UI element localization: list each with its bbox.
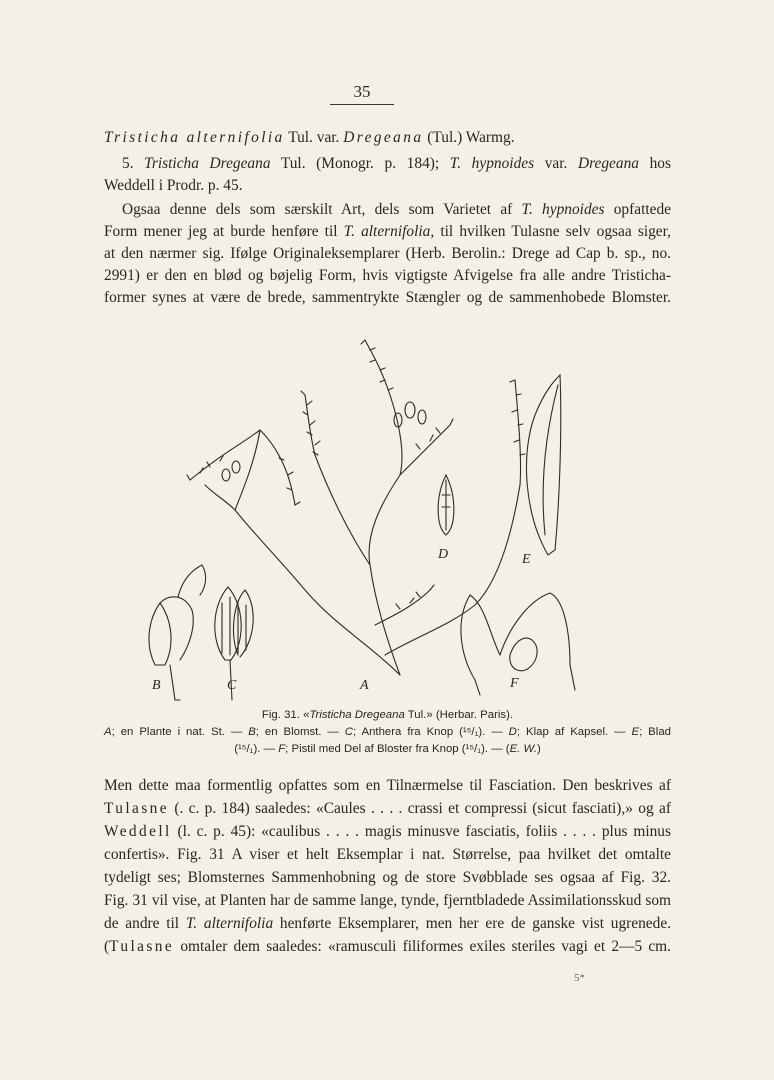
para2-line8 [104,937,671,957]
caption-text: ; Blad [639,726,671,738]
para1-species: T. alternifolia, [343,223,435,240]
plant-stem [365,340,402,475]
para2-text: henførte Eksemplarer, men her ere de ganske vist ugrenede. [273,915,672,932]
para2-species: T. alternifolia [185,915,274,932]
para2-text: (. c. p. 184) saaledes: «Caules . . . . crassi et compressi (sicut fasciati),» og af [168,800,671,817]
botanical-figure [130,335,610,705]
caption-text: ; en Blomst. — [255,726,345,738]
caption-text: ; Anthera fra Knop (¹⁵/₁). — [353,726,509,738]
para1-line5: former synes at være de brede, sammentrykte Stængler og de sammenhobede Blomster. [104,289,671,306]
flower-B [149,603,171,665]
caption-text: ; Pistil med Del af Bloster fra Knop (¹⁵/₁). — ( [285,743,510,755]
plant-stem [305,395,370,565]
figure-label-A: A [360,678,369,693]
figure-label-C: C [227,678,237,693]
caption-text: ; en Plante i nat. St. — [111,726,249,738]
anther-C [215,587,241,660]
figure-caption-line2 [104,724,671,740]
author-name: Tulasne [109,938,175,955]
synonym-line-2: Weddell i Prodr. p. 45. [104,177,243,194]
caption-label-C: C [344,726,354,738]
para1-species: T. hypnoides [521,201,605,218]
species-heading [104,128,671,148]
para2-line3 [104,822,671,842]
pistil-F [461,595,500,680]
plant-stem [369,475,400,675]
caption-text: ; Klap af Kapsel. — [516,726,632,738]
caption-label-A: A [104,726,112,738]
para1-line4: 2991) er den en blød og bøjelig Form, hvis vigtigste Afvigelse fra alle andre Tristicha- [104,267,671,284]
figure-label-B: B [152,678,161,693]
synonym-name: Tristicha Dregeana [144,155,271,172]
heading-species-name: Tristicha alternifolia [104,129,285,146]
plant-stem [205,485,235,510]
para1-line1 [104,200,671,220]
para2-line7 [104,914,671,934]
caption-label-F: F [278,743,286,755]
para2-text: (l. c. p. 45): «caulibus . . . . magis minusve fasciatis, foliis . . . . plus minus [171,823,671,840]
para2-text: ( [104,938,110,955]
synonym-var-name: Dregeana [578,155,639,172]
figure-label-F: F [510,676,519,691]
caption-text: Fig. 31. « [261,709,310,721]
caption-label-D: D [508,726,517,738]
heading-authority: (Tul.) Warmg. [423,129,515,146]
para1-text-end: opfattede [604,201,671,218]
caption-species: Tristicha Dregeana [309,709,405,721]
synonym-name-2: T. hypnoides [449,155,535,172]
figure-caption-line3 [104,741,671,757]
figure-label-D: D [438,547,449,562]
heading-variety-name: Dregeana [343,129,424,146]
para2-line2 [104,799,671,819]
plant-stem [375,590,430,625]
author-name: Weddell [104,823,172,840]
signature-mark: 5* [574,972,585,984]
para1-text: Ogsaa denne dels som særskilt Art, dels som Varietet af [122,201,522,218]
plant-stem [235,430,260,510]
page-number-rule [330,104,394,105]
caption-text: (¹⁵/₁). — [234,743,279,755]
figure-caption-title [104,707,671,723]
para2-text: omtaler dem saaledes: «ramusculi filiformes exiles steriles vagi et 2—5 cm. [174,938,671,955]
plant-stem [400,425,450,475]
heading-text: Tul. var. [284,129,344,146]
figure-label-E: E [522,552,531,567]
synonym-end: hos [638,155,671,172]
plant-stem [260,430,295,505]
para1-line2 [104,222,671,242]
para2-line5: tydeligt ses; Blomsternes Sammenhobning og de store Svøbblade ses ogsaa af Fig. 32. [104,869,671,886]
para2-line6: Fig. 31 vil vise, at Planten har de samme lange, tynde, fjerntbladede Assimilationsskud som [104,892,671,909]
leaf-E [526,375,560,555]
caption-text: Tul.» (Herbar. Paris). [404,709,514,721]
caption-label-B: B [248,726,256,738]
caption-author: E. W. [509,743,537,755]
para1-line3: at den nærmer sig. Ifølge Originaleksemplarer (Herb. Berolin.: Drege ad Cap b. sp., no. [104,245,671,262]
synonym-var: var. [534,155,578,172]
caption-label-E: E [631,726,640,738]
synonym-line [104,154,671,174]
page-number: 35 [353,82,371,101]
para1-text-end: til hvilken Tulasne selv ogsaa siger, [434,223,671,240]
para1-text: Form mener jeg at burde henføre til [104,223,344,240]
para2-text: de andre til [104,915,186,932]
para2-line4: confertis». Fig. 31 A viser et helt Eksemplar i nat. Størrelse, paa hvilket det omtalte [104,846,671,863]
para2-line1: Men dette maa formentlig opfattes som en Tilnærmelse til Fasciation. Den beskrives af [104,777,671,794]
author-name: Tulasne [104,800,169,817]
figure-illustration [130,335,610,705]
plant-stem [385,380,521,655]
synonym-number: 5. [122,155,145,172]
synonym-reference: Tul. (Monogr. p. 184); [270,155,450,172]
caption-text: ) [537,743,541,755]
